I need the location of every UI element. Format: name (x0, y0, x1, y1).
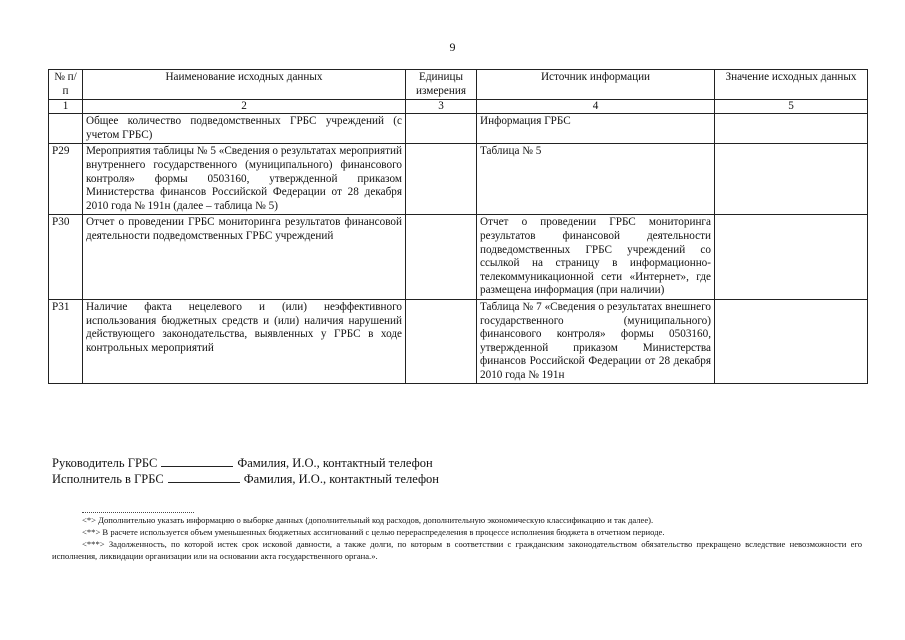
header-source: Источник информации (477, 70, 715, 100)
row-source: Таблица № 5 (477, 144, 715, 215)
row-name: Мероприятия таблицы № 5 «Сведения о результатах мероприятий внутреннего государственного (муниципального) финансового контроля» формы 0503160, утвержденной приказом Министерства финансов Российской Федерации от 28 декабря 2010 года № 191н (далее – таблица № 5) (83, 144, 406, 215)
row-id: Р29 (49, 144, 83, 215)
row-id: Р30 (49, 215, 83, 300)
row-unit (406, 215, 477, 300)
footnote-1: <*> Дополнительно указать информацию о выборке данных (дополнительный код расходов, дополнительную экономическую классификацию и так далее). (82, 515, 654, 525)
signature-details: Фамилия, И.О., контактный телефон (237, 456, 433, 470)
signature-line-head (52, 456, 433, 471)
table-row (49, 114, 868, 144)
header-name: Наименование исходных данных (83, 70, 406, 100)
signature-blank (168, 472, 240, 483)
row-source: Таблица № 7 «Сведения о результатах внешнего государственного (муниципального) финансового контроля» формы 0503160, утвержденной приказом Министерства финансов Российской Федерации от 28 декабря 2010 года № 191н (477, 299, 715, 384)
signature-line-executor (52, 472, 439, 487)
row-unit (406, 299, 477, 384)
footnote-separator (82, 512, 194, 513)
column-index: 2 (83, 100, 406, 114)
footnote-3: <***> Задолженность, по которой истек срок исковой давности, а также долги, по которым в соответствии с гражданским законодательством обязательство прекращено вследствие невозможности его исполнения, ликвидации организации или на основании акта государственного органа.». (52, 539, 862, 561)
column-index: 1 (49, 100, 83, 114)
signature-details: Фамилия, И.О., контактный телефон (243, 472, 439, 486)
signature-role: Руководитель ГРБС (52, 456, 158, 470)
row-name: Отчет о проведении ГРБС мониторинга результатов финансовой деятельности подведомственных ГРБС учреждений (83, 215, 406, 300)
column-index: 3 (406, 100, 477, 114)
column-index: 4 (477, 100, 715, 114)
header-value: Значение исходных данных (715, 70, 868, 100)
source-data-table (48, 69, 868, 384)
row-unit (406, 144, 477, 215)
row-value (715, 215, 868, 300)
table-header-row (49, 70, 868, 100)
row-id (49, 114, 83, 144)
row-source: Информация ГРБС (477, 114, 715, 144)
row-value (715, 144, 868, 215)
table-row (49, 299, 868, 384)
header-number: № п/п (49, 70, 83, 100)
signature-role: Исполнитель в ГРБС (52, 472, 164, 486)
row-id: Р31 (49, 299, 83, 384)
row-source: Отчет о проведении ГРБС мониторинга результатов финансовой деятельности подведомственных ГРБС учреждений со ссылкой на страницу в информационно-телекоммуникационной сети «Интернет», где размещена информация (при наличии) (477, 215, 715, 300)
column-index: 5 (715, 100, 868, 114)
row-unit (406, 114, 477, 144)
signature-blank (161, 456, 233, 467)
table-row (49, 215, 868, 300)
column-index-row (49, 100, 868, 114)
table-row (49, 144, 868, 215)
footnote-2: <**> В расчете используется объем уменьшенных бюджетных ассигнований с целью перераспределения в процессе исполнения бюджета в отчетном периоде. (82, 527, 665, 537)
page-number: 9 (449, 40, 456, 54)
row-value (715, 114, 868, 144)
row-name: Наличие факта нецелевого и (или) неэффективного использования бюджетных средств и (или) наличия нарушений действующего законодательства, выявленных у ГРБС в ходе контрольных мероприятий (83, 299, 406, 384)
row-value (715, 299, 868, 384)
header-unit: Единицы измерения (406, 70, 477, 100)
row-name: Общее количество подведомственных ГРБС учреждений (с учетом ГРБС) (83, 114, 406, 144)
